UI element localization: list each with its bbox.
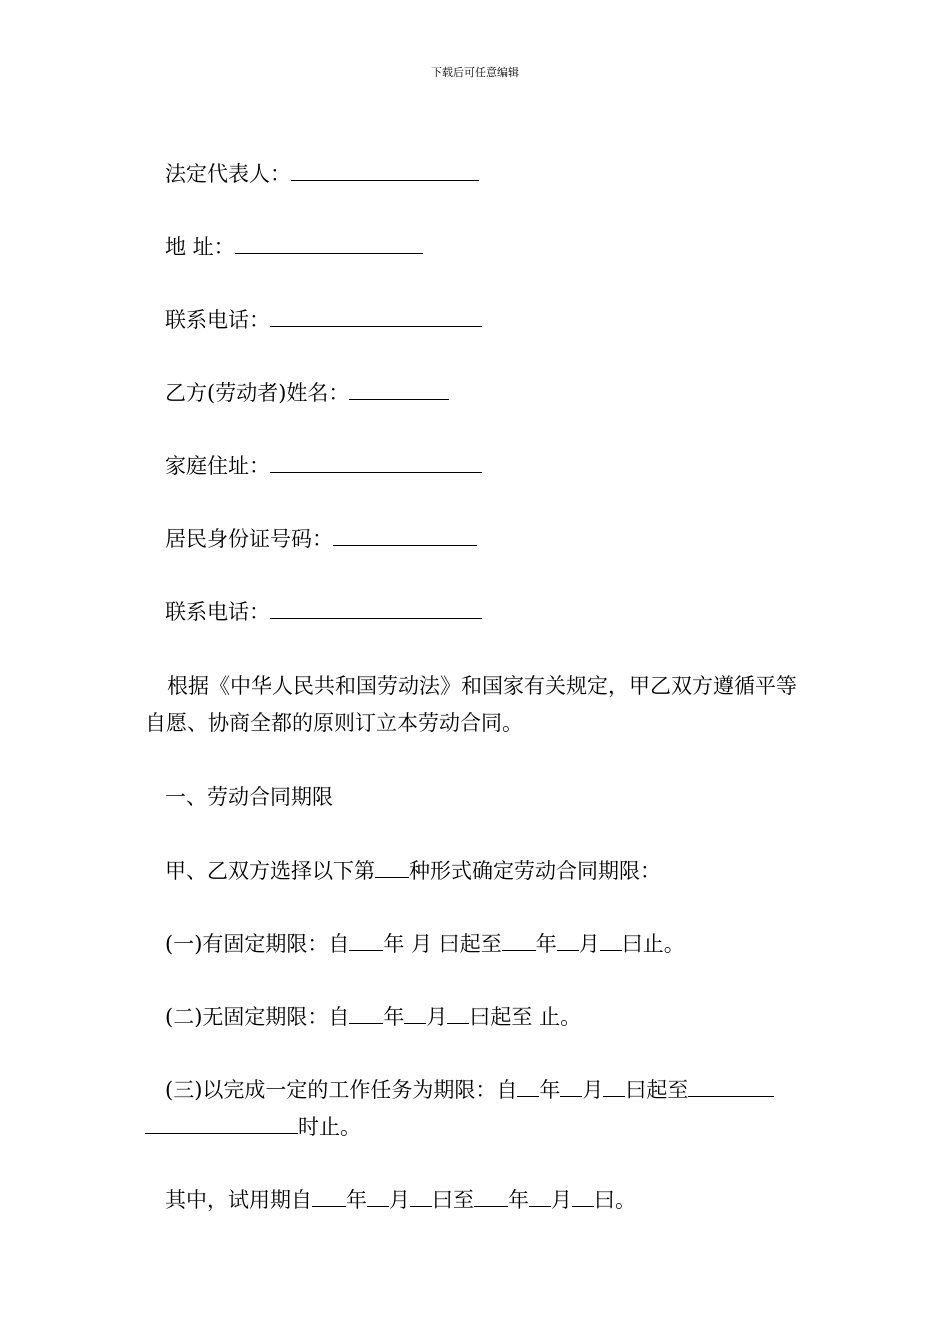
open-term-text-b: 年 [383,1005,405,1029]
open-term-line [165,1003,581,1030]
trial-period-blank-4 [474,1186,508,1207]
trial-period-blank-6 [572,1186,594,1207]
term-choice-text-b: 种形式确定劳动合同期限： [409,859,661,883]
phone-label-1: 联系电话： [165,308,270,332]
term-choice-text-a: 甲、乙双方选择以下第 [165,859,375,883]
fixed-term-blank-4 [600,930,622,951]
task-term-text-c: 月 [582,1078,604,1102]
phone-blank-2 [270,598,482,619]
worker-name-blank [349,379,449,400]
trial-period-blank-5 [529,1186,551,1207]
section-heading: 一、劳动合同期限 [165,785,333,809]
task-term-text-a: (三)以完成一定的工作任务为期限：自 [165,1078,518,1102]
task-term-blank-5 [145,1113,298,1134]
fixed-term-blank-3 [557,930,579,951]
trial-period-text-e: 年 [508,1188,529,1212]
open-term-text-a: (二)无固定期限：自 [165,1005,350,1029]
open-term-text-c: 月 [426,1005,448,1029]
fixed-term-text-e: 曰止。 [621,932,685,956]
trial-period-text-c: 月 [389,1188,410,1212]
trial-period-text-f: 月 [551,1188,572,1212]
worker-name-line [165,379,449,406]
legal-representative-label: 法定代表人： [165,162,291,186]
phone-line-1 [165,306,482,333]
task-term-text-d: 曰起至 [625,1078,689,1102]
home-address-label: 家庭住址： [165,454,270,478]
fixed-term-line [165,930,685,957]
trial-period-text-a: 其中，试用期自 [165,1188,312,1212]
intro-paragraph: 根据《中华人民共和国劳动法》和国家有关规定，甲乙双方遵循平等自愿、协商全都的原则订立本劳动合同。 [145,674,797,735]
address-line [165,233,423,260]
task-term-blank-3 [603,1076,625,1097]
fixed-term-text-a: (一)有固定期限：自 [165,932,350,956]
trial-period-line [165,1186,636,1213]
home-address-blank [270,452,482,473]
trial-period-text-d: 曰至 [432,1188,474,1212]
fixed-term-text-b: 年 月 曰起至 [383,932,502,956]
task-term-blank-2 [560,1076,582,1097]
task-term-text-b: 年 [539,1078,561,1102]
id-number-label: 居民身份证号码： [165,527,333,551]
task-term-text-e: 时止。 [298,1115,361,1139]
open-term-blank-3 [447,1003,469,1024]
fixed-term-blank-2 [502,930,536,951]
trial-period-text-b: 年 [346,1188,367,1212]
task-term-blank-1 [517,1076,539,1097]
trial-period-blank-2 [367,1186,389,1207]
task-term-line-2 [145,1113,361,1140]
page-header: 下载后可任意编辑 [431,66,519,79]
legal-representative-blank [291,160,479,181]
term-choice-line [165,857,661,884]
fixed-term-text-d: 月 [578,932,600,956]
home-address-line [165,452,482,479]
trial-period-blank-1 [312,1186,346,1207]
task-term-blank-4 [688,1076,774,1097]
open-term-blank-2 [404,1003,426,1024]
phone-line-2 [165,598,482,625]
id-number-line [165,525,477,552]
fixed-term-blank-1 [349,930,383,951]
open-term-blank-1 [349,1003,383,1024]
open-term-text-d: 曰起至 止。 [469,1005,582,1029]
address-label: 地 址： [165,235,235,259]
term-choice-blank [375,857,409,878]
legal-representative-line [165,160,479,187]
id-number-blank [333,525,477,546]
phone-label-2: 联系电话： [165,600,270,624]
trial-period-blank-3 [410,1186,432,1207]
address-blank [235,233,423,254]
task-term-line [165,1076,774,1103]
fixed-term-text-c: 年 [535,932,557,956]
phone-blank-1 [270,306,482,327]
trial-period-text-g: 曰。 [594,1188,636,1212]
worker-name-label: 乙方(劳动者)姓名： [165,381,350,405]
